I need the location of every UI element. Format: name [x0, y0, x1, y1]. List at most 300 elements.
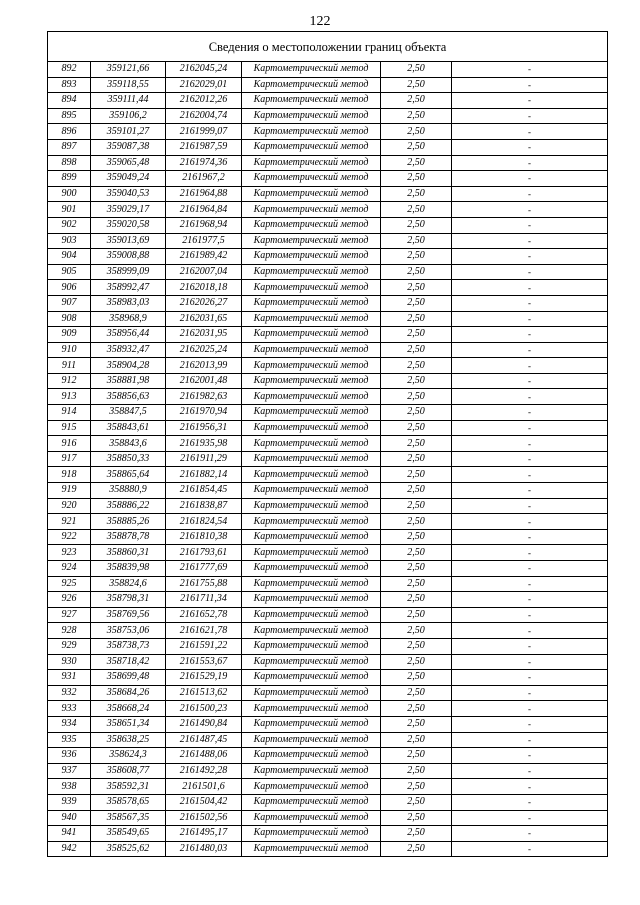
- table-row: [48, 498, 608, 514]
- x-coordinate-cell: 359029,17: [91, 202, 166, 218]
- note-cell: -: [452, 280, 608, 296]
- note-cell: -: [452, 405, 608, 421]
- note-cell: -: [452, 529, 608, 545]
- y-coordinate-cell: 2161935,98: [166, 436, 242, 452]
- point-number-cell: 940: [48, 810, 91, 826]
- note-cell: -: [452, 124, 608, 140]
- x-coordinate-cell: 358850,33: [91, 451, 166, 467]
- method-cell: Картометрический метод: [242, 670, 381, 686]
- point-number-cell: 926: [48, 592, 91, 608]
- method-cell: Картометрический метод: [242, 576, 381, 592]
- note-cell: -: [452, 389, 608, 405]
- point-number-cell: 932: [48, 685, 91, 701]
- note-cell: -: [452, 327, 608, 343]
- table-row: [48, 529, 608, 545]
- point-number-cell: 942: [48, 841, 91, 857]
- point-number-cell: 898: [48, 155, 91, 171]
- table-row: [48, 607, 608, 623]
- note-cell: -: [452, 638, 608, 654]
- accuracy-cell: 2,50: [381, 467, 452, 483]
- method-cell: Картометрический метод: [242, 545, 381, 561]
- point-number-cell: 910: [48, 342, 91, 358]
- note-cell: -: [452, 623, 608, 639]
- note-cell: -: [452, 514, 608, 530]
- y-coordinate-cell: 2161500,23: [166, 701, 242, 717]
- method-cell: Картометрический метод: [242, 62, 381, 78]
- method-cell: Картометрический метод: [242, 514, 381, 530]
- y-coordinate-cell: 2161824,54: [166, 514, 242, 530]
- note-cell: -: [452, 701, 608, 717]
- method-cell: Картометрический метод: [242, 280, 381, 296]
- x-coordinate-cell: 358881,98: [91, 373, 166, 389]
- note-cell: -: [452, 716, 608, 732]
- point-number-cell: 904: [48, 249, 91, 265]
- note-cell: -: [452, 295, 608, 311]
- x-coordinate-cell: 358932,47: [91, 342, 166, 358]
- y-coordinate-cell: 2161504,42: [166, 794, 242, 810]
- x-coordinate-cell: 359111,44: [91, 93, 166, 109]
- accuracy-cell: 2,50: [381, 295, 452, 311]
- method-cell: Картометрический метод: [242, 217, 381, 233]
- method-cell: Картометрический метод: [242, 779, 381, 795]
- accuracy-cell: 2,50: [381, 311, 452, 327]
- y-coordinate-cell: 2161621,78: [166, 623, 242, 639]
- accuracy-cell: 2,50: [381, 139, 452, 155]
- method-cell: Картометрический метод: [242, 249, 381, 265]
- accuracy-cell: 2,50: [381, 93, 452, 109]
- y-coordinate-cell: 2162012,26: [166, 93, 242, 109]
- accuracy-cell: 2,50: [381, 670, 452, 686]
- table-row: [48, 779, 608, 795]
- method-cell: Картометрический метод: [242, 623, 381, 639]
- note-cell: -: [452, 420, 608, 436]
- method-cell: Картометрический метод: [242, 483, 381, 499]
- x-coordinate-cell: 358843,6: [91, 436, 166, 452]
- y-coordinate-cell: 2161488,06: [166, 748, 242, 764]
- method-cell: Картометрический метод: [242, 561, 381, 577]
- table-row: [48, 763, 608, 779]
- x-coordinate-cell: 358651,34: [91, 716, 166, 732]
- accuracy-cell: 2,50: [381, 171, 452, 187]
- x-coordinate-cell: 359087,38: [91, 139, 166, 155]
- point-number-cell: 911: [48, 358, 91, 374]
- x-coordinate-cell: 359121,66: [91, 62, 166, 78]
- note-cell: -: [452, 62, 608, 78]
- note-cell: -: [452, 264, 608, 280]
- note-cell: -: [452, 217, 608, 233]
- accuracy-cell: 2,50: [381, 451, 452, 467]
- boundary-coordinates-table: [47, 31, 608, 857]
- table-row: [48, 514, 608, 530]
- y-coordinate-cell: 2161974,36: [166, 155, 242, 171]
- x-coordinate-cell: 358992,47: [91, 280, 166, 296]
- y-coordinate-cell: 2162025,24: [166, 342, 242, 358]
- accuracy-cell: 2,50: [381, 264, 452, 280]
- accuracy-cell: 2,50: [381, 654, 452, 670]
- table-row: [48, 810, 608, 826]
- y-coordinate-cell: 2161487,45: [166, 732, 242, 748]
- x-coordinate-cell: 358983,03: [91, 295, 166, 311]
- y-coordinate-cell: 2162031,95: [166, 327, 242, 343]
- y-coordinate-cell: 2162001,48: [166, 373, 242, 389]
- method-cell: Картометрический метод: [242, 93, 381, 109]
- method-cell: Картометрический метод: [242, 139, 381, 155]
- accuracy-cell: 2,50: [381, 498, 452, 514]
- table-row: [48, 654, 608, 670]
- accuracy-cell: 2,50: [381, 280, 452, 296]
- y-coordinate-cell: 2161502,56: [166, 810, 242, 826]
- method-cell: Картометрический метод: [242, 732, 381, 748]
- point-number-cell: 930: [48, 654, 91, 670]
- note-cell: -: [452, 93, 608, 109]
- point-number-cell: 920: [48, 498, 91, 514]
- point-number-cell: 928: [48, 623, 91, 639]
- table-row: [48, 171, 608, 187]
- method-cell: Картометрический метод: [242, 264, 381, 280]
- accuracy-cell: 2,50: [381, 373, 452, 389]
- accuracy-cell: 2,50: [381, 358, 452, 374]
- note-cell: -: [452, 794, 608, 810]
- accuracy-cell: 2,50: [381, 623, 452, 639]
- accuracy-cell: 2,50: [381, 108, 452, 124]
- accuracy-cell: 2,50: [381, 405, 452, 421]
- method-cell: Картометрический метод: [242, 420, 381, 436]
- point-number-cell: 900: [48, 186, 91, 202]
- point-number-cell: 918: [48, 467, 91, 483]
- note-cell: -: [452, 763, 608, 779]
- method-cell: Картометрический метод: [242, 358, 381, 374]
- x-coordinate-cell: 358865,64: [91, 467, 166, 483]
- y-coordinate-cell: 2161882,14: [166, 467, 242, 483]
- x-coordinate-cell: 358592,31: [91, 779, 166, 795]
- y-coordinate-cell: 2161987,59: [166, 139, 242, 155]
- table-row: [48, 217, 608, 233]
- table-row: [48, 93, 608, 109]
- point-number-cell: 899: [48, 171, 91, 187]
- x-coordinate-cell: 358878,78: [91, 529, 166, 545]
- method-cell: Картометрический метод: [242, 373, 381, 389]
- accuracy-cell: 2,50: [381, 716, 452, 732]
- point-number-cell: 931: [48, 670, 91, 686]
- point-number-cell: 896: [48, 124, 91, 140]
- y-coordinate-cell: 2161970,94: [166, 405, 242, 421]
- x-coordinate-cell: 359020,58: [91, 217, 166, 233]
- method-cell: Картометрический метод: [242, 233, 381, 249]
- y-coordinate-cell: 2161793,61: [166, 545, 242, 561]
- method-cell: Картометрический метод: [242, 794, 381, 810]
- note-cell: -: [452, 139, 608, 155]
- table-row: [48, 389, 608, 405]
- note-cell: -: [452, 451, 608, 467]
- note-cell: -: [452, 732, 608, 748]
- table-row: [48, 483, 608, 499]
- accuracy-cell: 2,50: [381, 436, 452, 452]
- note-cell: -: [452, 155, 608, 171]
- x-coordinate-cell: 358769,56: [91, 607, 166, 623]
- note-cell: -: [452, 108, 608, 124]
- method-cell: Картометрический метод: [242, 748, 381, 764]
- accuracy-cell: 2,50: [381, 420, 452, 436]
- y-coordinate-cell: 2161838,87: [166, 498, 242, 514]
- note-cell: -: [452, 607, 608, 623]
- x-coordinate-cell: 358525,62: [91, 841, 166, 857]
- x-coordinate-cell: 358638,25: [91, 732, 166, 748]
- x-coordinate-cell: 358578,65: [91, 794, 166, 810]
- table-row: [48, 202, 608, 218]
- table-row: [48, 716, 608, 732]
- y-coordinate-cell: 2162029,01: [166, 77, 242, 93]
- x-coordinate-cell: 358824,6: [91, 576, 166, 592]
- accuracy-cell: 2,50: [381, 124, 452, 140]
- y-coordinate-cell: 2162018,18: [166, 280, 242, 296]
- method-cell: Картометрический метод: [242, 171, 381, 187]
- table-row: [48, 794, 608, 810]
- table-row: [48, 249, 608, 265]
- table-row: [48, 561, 608, 577]
- accuracy-cell: 2,50: [381, 155, 452, 171]
- x-coordinate-cell: 358847,5: [91, 405, 166, 421]
- y-coordinate-cell: 2161553,67: [166, 654, 242, 670]
- y-coordinate-cell: 2161964,88: [166, 186, 242, 202]
- y-coordinate-cell: 2161480,03: [166, 841, 242, 857]
- x-coordinate-cell: 358839,98: [91, 561, 166, 577]
- point-number-cell: 929: [48, 638, 91, 654]
- table-row: [48, 467, 608, 483]
- method-cell: Картометрический метод: [242, 701, 381, 717]
- table-row: [48, 155, 608, 171]
- method-cell: Картометрический метод: [242, 389, 381, 405]
- note-cell: -: [452, 670, 608, 686]
- point-number-cell: 914: [48, 405, 91, 421]
- note-cell: -: [452, 545, 608, 561]
- x-coordinate-cell: 359008,88: [91, 249, 166, 265]
- method-cell: Картометрический метод: [242, 763, 381, 779]
- table-row: [48, 841, 608, 857]
- y-coordinate-cell: 2161989,42: [166, 249, 242, 265]
- y-coordinate-cell: 2161591,22: [166, 638, 242, 654]
- y-coordinate-cell: 2162026,27: [166, 295, 242, 311]
- table-row: [48, 701, 608, 717]
- x-coordinate-cell: 358753,06: [91, 623, 166, 639]
- point-number-cell: 921: [48, 514, 91, 530]
- point-number-cell: 924: [48, 561, 91, 577]
- table-row: [48, 186, 608, 202]
- x-coordinate-cell: 358956,44: [91, 327, 166, 343]
- note-cell: -: [452, 592, 608, 608]
- note-cell: -: [452, 311, 608, 327]
- note-cell: -: [452, 576, 608, 592]
- method-cell: Картометрический метод: [242, 810, 381, 826]
- y-coordinate-cell: 2161513,62: [166, 685, 242, 701]
- accuracy-cell: 2,50: [381, 62, 452, 78]
- point-number-cell: 897: [48, 139, 91, 155]
- x-coordinate-cell: 358856,63: [91, 389, 166, 405]
- accuracy-cell: 2,50: [381, 186, 452, 202]
- accuracy-cell: 2,50: [381, 607, 452, 623]
- point-number-cell: 907: [48, 295, 91, 311]
- x-coordinate-cell: 358843,61: [91, 420, 166, 436]
- y-coordinate-cell: 2161501,6: [166, 779, 242, 795]
- accuracy-cell: 2,50: [381, 389, 452, 405]
- method-cell: Картометрический метод: [242, 685, 381, 701]
- table-row: [48, 826, 608, 842]
- table-body: [48, 32, 608, 857]
- point-number-cell: 923: [48, 545, 91, 561]
- y-coordinate-cell: 2161964,84: [166, 202, 242, 218]
- table-row: [48, 139, 608, 155]
- page-number: 122: [309, 14, 331, 29]
- method-cell: Картометрический метод: [242, 342, 381, 358]
- y-coordinate-cell: 2161911,29: [166, 451, 242, 467]
- note-cell: -: [452, 483, 608, 499]
- y-coordinate-cell: 2162013,99: [166, 358, 242, 374]
- y-coordinate-cell: 2161968,94: [166, 217, 242, 233]
- x-coordinate-cell: 359106,2: [91, 108, 166, 124]
- x-coordinate-cell: 358738,73: [91, 638, 166, 654]
- y-coordinate-cell: 2162007,04: [166, 264, 242, 280]
- table-row: [48, 358, 608, 374]
- x-coordinate-cell: 359013,69: [91, 233, 166, 249]
- method-cell: Картометрический метод: [242, 654, 381, 670]
- table-row: [48, 420, 608, 436]
- x-coordinate-cell: 358718,42: [91, 654, 166, 670]
- note-cell: -: [452, 77, 608, 93]
- y-coordinate-cell: 2161967,2: [166, 171, 242, 187]
- method-cell: Картометрический метод: [242, 77, 381, 93]
- accuracy-cell: 2,50: [381, 794, 452, 810]
- x-coordinate-cell: 358699,48: [91, 670, 166, 686]
- table-row: [48, 295, 608, 311]
- note-cell: -: [452, 685, 608, 701]
- point-number-cell: 901: [48, 202, 91, 218]
- accuracy-cell: 2,50: [381, 810, 452, 826]
- note-cell: -: [452, 498, 608, 514]
- accuracy-cell: 2,50: [381, 77, 452, 93]
- accuracy-cell: 2,50: [381, 233, 452, 249]
- point-number-cell: 935: [48, 732, 91, 748]
- accuracy-cell: 2,50: [381, 592, 452, 608]
- method-cell: Картометрический метод: [242, 108, 381, 124]
- y-coordinate-cell: 2161956,31: [166, 420, 242, 436]
- point-number-cell: 915: [48, 420, 91, 436]
- point-number-cell: 902: [48, 217, 91, 233]
- method-cell: Картометрический метод: [242, 311, 381, 327]
- table-row: [48, 311, 608, 327]
- point-number-cell: 893: [48, 77, 91, 93]
- point-number-cell: 922: [48, 529, 91, 545]
- accuracy-cell: 2,50: [381, 763, 452, 779]
- y-coordinate-cell: 2162004,74: [166, 108, 242, 124]
- method-cell: Картометрический метод: [242, 467, 381, 483]
- accuracy-cell: 2,50: [381, 841, 452, 857]
- note-cell: -: [452, 826, 608, 842]
- method-cell: Картометрический метод: [242, 716, 381, 732]
- accuracy-cell: 2,50: [381, 732, 452, 748]
- note-cell: -: [452, 342, 608, 358]
- table-row: [48, 233, 608, 249]
- y-coordinate-cell: 2161495,17: [166, 826, 242, 842]
- accuracy-cell: 2,50: [381, 561, 452, 577]
- x-coordinate-cell: 359101,27: [91, 124, 166, 140]
- accuracy-cell: 2,50: [381, 249, 452, 265]
- note-cell: -: [452, 841, 608, 857]
- note-cell: -: [452, 654, 608, 670]
- accuracy-cell: 2,50: [381, 545, 452, 561]
- method-cell: Картометрический метод: [242, 124, 381, 140]
- point-number-cell: 938: [48, 779, 91, 795]
- method-cell: Картометрический метод: [242, 451, 381, 467]
- method-cell: Картометрический метод: [242, 529, 381, 545]
- x-coordinate-cell: 358968,9: [91, 311, 166, 327]
- y-coordinate-cell: 2161755,88: [166, 576, 242, 592]
- method-cell: Картометрический метод: [242, 607, 381, 623]
- x-coordinate-cell: 358608,77: [91, 763, 166, 779]
- method-cell: Картометрический метод: [242, 841, 381, 857]
- accuracy-cell: 2,50: [381, 576, 452, 592]
- point-number-cell: 909: [48, 327, 91, 343]
- note-cell: -: [452, 779, 608, 795]
- accuracy-cell: 2,50: [381, 529, 452, 545]
- point-number-cell: 927: [48, 607, 91, 623]
- point-number-cell: 939: [48, 794, 91, 810]
- note-cell: -: [452, 810, 608, 826]
- x-coordinate-cell: 359065,48: [91, 155, 166, 171]
- point-number-cell: 925: [48, 576, 91, 592]
- accuracy-cell: 2,50: [381, 826, 452, 842]
- point-number-cell: 934: [48, 716, 91, 732]
- table-row: [48, 451, 608, 467]
- y-coordinate-cell: 2161711,34: [166, 592, 242, 608]
- note-cell: -: [452, 436, 608, 452]
- y-coordinate-cell: 2161854,45: [166, 483, 242, 499]
- point-number-cell: 933: [48, 701, 91, 717]
- point-number-cell: 917: [48, 451, 91, 467]
- x-coordinate-cell: 359049,24: [91, 171, 166, 187]
- x-coordinate-cell: 358684,26: [91, 685, 166, 701]
- x-coordinate-cell: 358549,65: [91, 826, 166, 842]
- x-coordinate-cell: 358999,09: [91, 264, 166, 280]
- method-cell: Картометрический метод: [242, 202, 381, 218]
- table-row: [48, 576, 608, 592]
- accuracy-cell: 2,50: [381, 327, 452, 343]
- point-number-cell: 906: [48, 280, 91, 296]
- accuracy-cell: 2,50: [381, 779, 452, 795]
- method-cell: Картометрический метод: [242, 498, 381, 514]
- table-row: [48, 670, 608, 686]
- accuracy-cell: 2,50: [381, 217, 452, 233]
- y-coordinate-cell: 2161810,38: [166, 529, 242, 545]
- x-coordinate-cell: 358668,24: [91, 701, 166, 717]
- point-number-cell: 892: [48, 62, 91, 78]
- x-coordinate-cell: 358624,3: [91, 748, 166, 764]
- method-cell: Картометрический метод: [242, 405, 381, 421]
- note-cell: -: [452, 373, 608, 389]
- accuracy-cell: 2,50: [381, 342, 452, 358]
- method-cell: Картометрический метод: [242, 327, 381, 343]
- table-row: [48, 342, 608, 358]
- table-header-row: [48, 32, 608, 62]
- x-coordinate-cell: 359118,55: [91, 77, 166, 93]
- note-cell: -: [452, 186, 608, 202]
- note-cell: -: [452, 561, 608, 577]
- table-row: [48, 108, 608, 124]
- accuracy-cell: 2,50: [381, 483, 452, 499]
- note-cell: -: [452, 202, 608, 218]
- table-row: [48, 405, 608, 421]
- y-coordinate-cell: 2162031,65: [166, 311, 242, 327]
- method-cell: Картометрический метод: [242, 638, 381, 654]
- x-coordinate-cell: 358885,26: [91, 514, 166, 530]
